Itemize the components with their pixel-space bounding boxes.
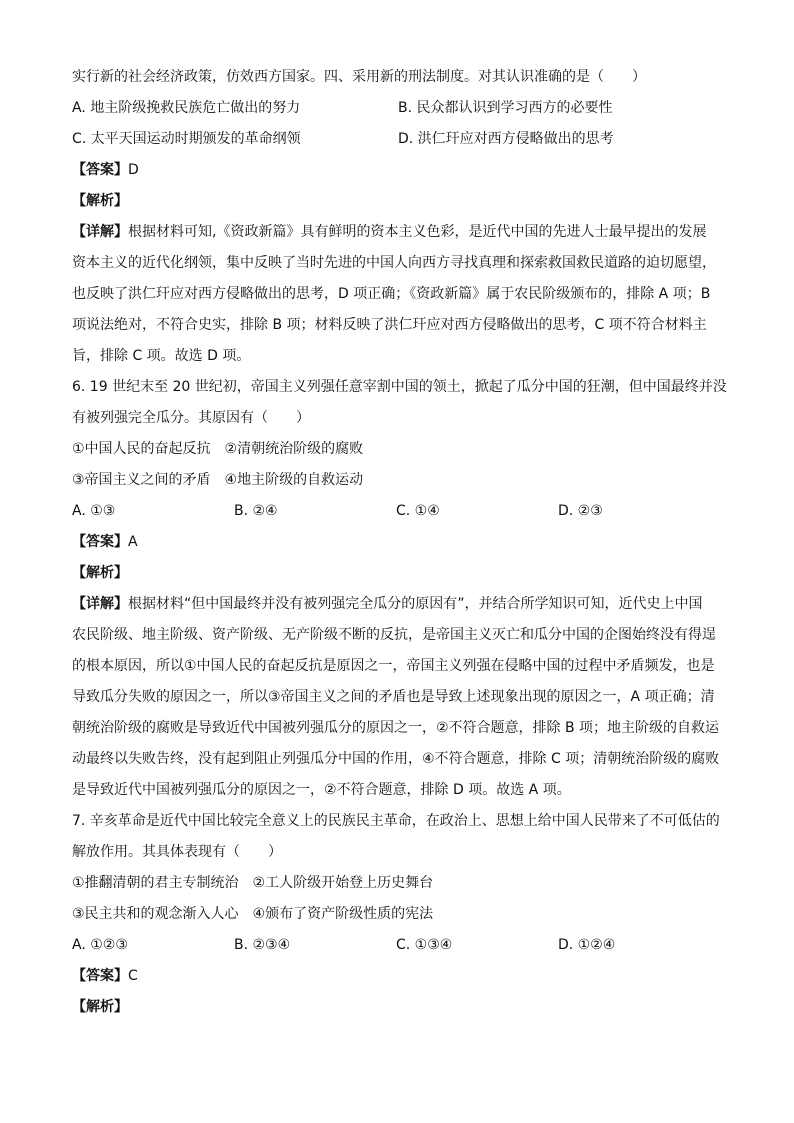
q5-stem: 实行新的社会经济政策，仿效西方国家。四、采用新的刑法制度。对其认识准确的是（ ）	[72, 69, 646, 85]
q7-answer	[72, 961, 728, 992]
q6-answer	[72, 527, 728, 558]
q5-detail-line-2: 资本主义的近代化纲领，集中反映了当时先进的中国人向西方寻找真理和探索救国救民道路的迫切愿望，	[72, 255, 716, 271]
q5-analysis-label	[72, 186, 728, 217]
q5-detail	[72, 217, 728, 372]
q6-detail-line-4: 导致瓜分失败的原因之一，所以③帝国主义之间的矛盾也是导致上述现象出现的原因之一，A 项正确；清	[72, 689, 715, 705]
q5-answer-value: D	[128, 162, 139, 178]
q6-detail-line-6: 动最终以失败告终，没有起到阻止列强瓜分中国的作用，④不符合题意，排除 C 项；清朝统治阶级的腐败	[72, 751, 720, 767]
q7-item-line-2: ③民主共和的观念渐入人心 ④颁布了资产阶级性质的宪法	[72, 906, 434, 922]
answer-label: 【答案】	[72, 162, 128, 178]
q6-stem-line-2: 有被列强完全瓜分。其原因有（ ）	[72, 410, 310, 426]
detail-label: 【详解】	[72, 224, 128, 240]
q5-detail-line-1: 根据材料可知,《资政新篇》具有鲜明的资本主义色彩，是近代中国的先进人士最早提出的发展	[128, 224, 707, 240]
q6-detail-line-2: 农民阶级、地主阶级、资产阶级、无产阶级不断的反抗，是帝国主义灭亡和瓜分中国的企图始终没有得逞	[72, 627, 716, 643]
q7-analysis-label	[72, 992, 728, 1023]
analysis-label: 【解析】	[72, 193, 128, 209]
analysis-label: 【解析】	[72, 999, 128, 1015]
q7-options	[72, 930, 728, 961]
q6-detail-line-1: 根据材料“但中国最终并没有被列强完全瓜分的原因有”，并结合所学知识可知，近代史上中国	[128, 596, 703, 612]
q6-detail	[72, 589, 728, 806]
q5-detail-line-4: 项说法绝对，不符合史实，排除 B 项；材料反映了洪仁玕应对西方侵略做出的思考，C 项不符合材料主	[72, 317, 707, 333]
q6-detail-line-3: 的根本原因，所以①中国人民的奋起反抗是原因之一，帝国主义列强在侵略中国的过程中矛盾频发，也是	[72, 658, 715, 674]
q6-option-d[interactable]: D. ②③	[558, 503, 603, 519]
q7-option-d[interactable]: D. ①②④	[558, 937, 616, 953]
answer-label: 【答案】	[72, 968, 128, 984]
q7-answer-value: C	[128, 968, 138, 984]
document-page	[72, 62, 728, 1023]
q5-option-a[interactable]: A. 地主阶级挽救民族危亡做出的努力	[72, 100, 301, 116]
answer-label: 【答案】	[72, 534, 128, 550]
q5-option-b[interactable]: B. 民众都认识到学习西方的必要性	[398, 100, 613, 116]
q6-option-b[interactable]: B. ②④	[234, 503, 278, 519]
q7-option-c[interactable]: C. ①③④	[396, 937, 453, 953]
q5-option-c[interactable]: C. 太平天国运动时期颁发的革命纲领	[72, 131, 301, 147]
q7-stem-line-1: 7. 辛亥革命是近代中国比较完全意义上的民族民主革命，在政治上、思想上给中国人民带来了不可低估的	[72, 813, 720, 829]
q7-option-a[interactable]: A. ①②③	[72, 937, 128, 953]
q5-detail-line-5: 旨，排除 C 项。故选 D 项。	[72, 348, 251, 364]
q7-item-line-1: ①推翻清朝的君主专制统治 ②工人阶级开始登上历史舞台	[72, 875, 434, 891]
detail-label: 【详解】	[72, 596, 128, 612]
q6-stem-line-1: 6. 19 世纪末至 20 世纪初，帝国主义列强任意宰割中国的领土，掀起了瓜分中国的狂潮，但中国最终并没	[72, 379, 727, 395]
q5-option-d[interactable]: D. 洪仁玕应对西方侵略做出的思考	[398, 131, 614, 147]
q5-detail-line-3: 也反映了洪仁玕应对西方侵略做出的思考，D 项正确；《资政新篇》属于农民阶级颁布的，排除 A 项；B	[72, 286, 711, 302]
q6-option-a[interactable]: A. ①③	[72, 503, 116, 519]
q7-stem-line-2: 解放作用。其具体表现有（ ）	[72, 844, 282, 860]
q7-option-b[interactable]: B. ②③④	[234, 937, 291, 953]
q6-analysis-label	[72, 558, 728, 589]
q6-detail-line-5: 朝统治阶级的腐败是导致近代中国被列强瓜分的原因之一，②不符合题意，排除 B 项；地主阶级的自救运	[72, 720, 720, 736]
q6-item-line-2: ③帝国主义之间的矛盾 ④地主阶级的自救运动	[72, 472, 364, 488]
q6-answer-value: A	[128, 534, 138, 550]
q5-options-row-1	[72, 93, 728, 124]
q6-detail-line-7: 是导致近代中国被列强瓜分的原因之一，②不符合题意，排除 D 项。故选 A 项。	[72, 782, 571, 798]
q5-options-row-2	[72, 124, 728, 155]
q5-answer	[72, 155, 728, 186]
q6-item-line-1: ①中国人民的奋起反抗 ②清朝统治阶级的腐败	[72, 441, 364, 457]
analysis-label: 【解析】	[72, 565, 128, 581]
q6-option-c[interactable]: C. ①④	[396, 503, 440, 519]
q6-options	[72, 496, 728, 527]
